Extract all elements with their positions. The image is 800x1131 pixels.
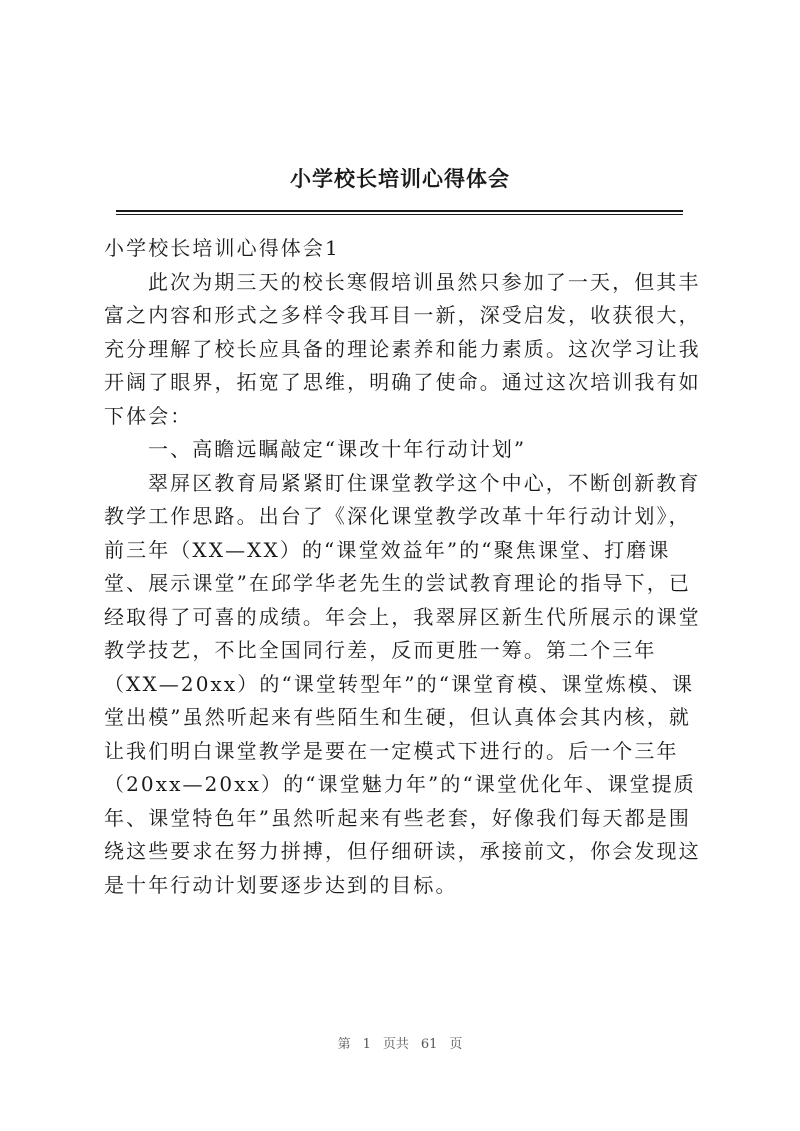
document-title: 小学校长培训心得体会 bbox=[290, 167, 510, 191]
title-divider-thin bbox=[116, 214, 683, 215]
footer-prefix: 第 bbox=[337, 1037, 351, 1052]
section-heading: 小学校长培训心得体会1 bbox=[104, 236, 340, 260]
document-body bbox=[104, 232, 704, 902]
title-divider-thick bbox=[116, 210, 683, 212]
footer-middle: 页共 bbox=[382, 1037, 409, 1052]
paragraph-subheading: 一、高瞻远瞩敲定“课改十年行动计划” bbox=[148, 437, 527, 461]
footer-page-number: 1 bbox=[362, 1037, 371, 1052]
footer-suffix: 页 bbox=[449, 1037, 463, 1052]
footer-total-pages: 61 bbox=[420, 1037, 438, 1052]
page-footer bbox=[0, 1033, 800, 1052]
paragraph-body: 翠屏区教育局紧紧盯住课堂教学这个中心，不断创新教育教学工作思路。出台了《深化课堂教学改革十年行动计划》，前三年（XX—XX）的“课堂效益年”的“聚焦课堂、打磨课堂、展示课堂”在邱学华老先生的尝试教育理论的指导下，已经取得了可喜的成绩。年会上，我翠屏区新生代所展示的课堂教学技艺，不比全国同行差，反而更胜一筹。第二个三年（XX—20xx）的“课堂转型年”的“课堂育模、课堂炼模、课堂出模”虽然听起来有些陌生和生硬，但认真体会其内核，就让我们明白课堂教学是要在一定模式下进行的。后一个三年（20xx—20xx）的“课堂魅力年”的“课堂优化年、课堂提质年、课堂特色年”虽然听起来有些老套，好像我们每天都是围绕这些要求在努力拼搏，但仔细研读，承接前文，你会发现这是十年行动计划要逐步达到的目标。 bbox=[104, 470, 701, 897]
paragraph-intro: 此次为期三天的校长寒假培训虽然只参加了一天，但其丰富之内容和形式之多样令我耳目一新，深受启发，收获很大，充分理解了校长应具备的理论素养和能力素质。这次学习让我开阔了眼界，拓宽了思维，明确了使命。通过这次培训我有如下体会： bbox=[104, 269, 701, 428]
